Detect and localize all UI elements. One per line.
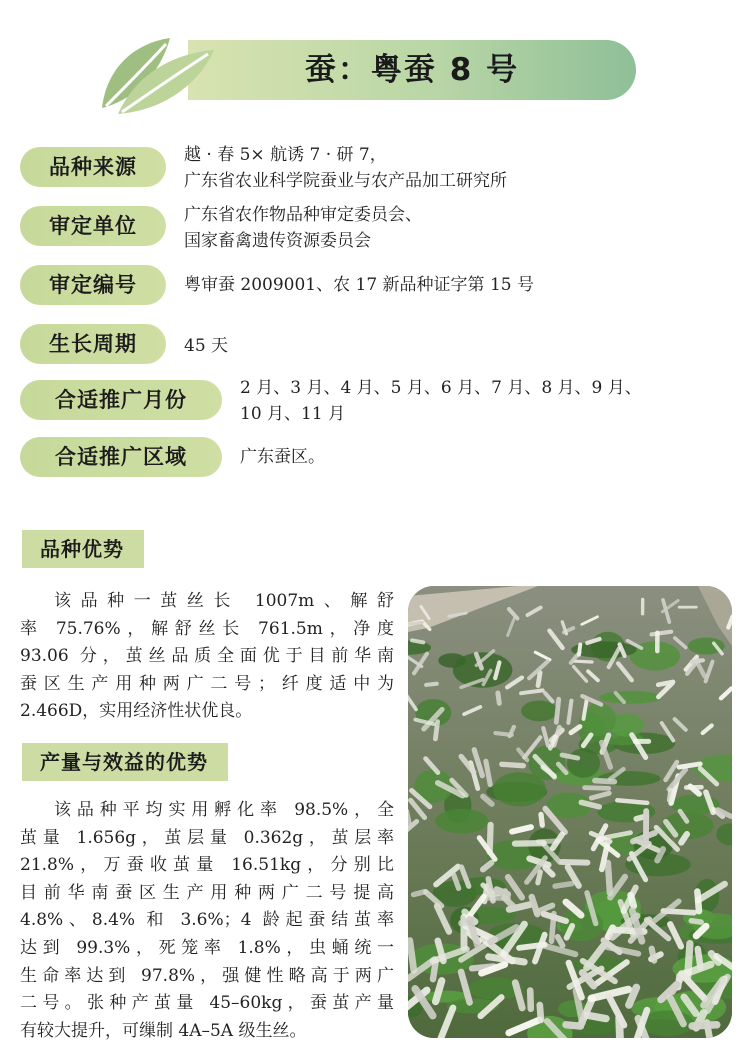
field-value-region: 广东蚕区。 (240, 447, 325, 467)
paragraph-line: 率 75.76%，解舒丝长 761.5m，净度 (20, 618, 394, 639)
field-label-approver: 审定单位 (20, 206, 166, 246)
paragraph-line: 蚕区生产用种两广二号；纤度适中为 (20, 673, 394, 694)
field-label-months: 合适推广月份 (20, 380, 222, 420)
paragraph-line: 达到 99.3%，死笼率 1.8%，虫蛹统一 (20, 937, 394, 958)
field-value-source-2: 广东省农业科学院蚕业与农产品加工研究所 (184, 171, 507, 191)
paragraph-line: 93.06 分，茧丝品质全面优于目前华南 (20, 646, 394, 667)
section-body-yield-advantage (20, 797, 394, 1045)
field-value-months-1: 2 月、3 月、4 月、5 月、6 月、7 月、8 月、9 月、 (240, 378, 642, 398)
paragraph-line: 该品种一茧丝长 1007m、解舒 (54, 591, 394, 611)
paragraph-line: 目前华南蚕区生产用种两广二号提高 (20, 882, 394, 903)
section-heading-yield-advantage: 产量与效益的优势 (22, 743, 228, 781)
field-value-months-2: 10 月、11 月 (240, 404, 346, 424)
paragraph-line: 4.8%、8.4% 和 3.6%；4 龄起蚕结茧率 (20, 910, 394, 931)
field-value-approver-1: 广东省农作物品种审定委员会、 (184, 205, 422, 225)
paragraph-line: 生命率达到 97.8%，强健性略高于两广 (20, 965, 394, 986)
paragraph-line: 2.466D，实用经济性状优良。 (20, 701, 253, 722)
paragraph-line: 21.8%，万蚕收茧量 16.51kg，分别比 (20, 855, 394, 876)
silkworm-photo (408, 586, 732, 1038)
field-label-source: 品种来源 (20, 147, 166, 187)
paragraph-line: 茧量 1.656g，茧层量 0.362g，茧层率 (20, 827, 394, 848)
field-value-approver-2: 国家畜禽遗传资源委员会 (184, 231, 371, 251)
field-label-growth-period: 生长周期 (20, 324, 166, 364)
field-label-approval-number: 审定编号 (20, 265, 166, 305)
field-label-region: 合适推广区域 (20, 437, 222, 477)
paragraph-line: 有较大提升，可缫制 4A–5A 级生丝。 (20, 1020, 307, 1041)
field-value-approval-number: 粤审蚕 2009001、农 17 新品种证字第 15 号 (184, 275, 534, 295)
paragraph-line: 二号。张种产茧量 45–60kg，蚕茧产量 (20, 993, 394, 1014)
silkworm-photo-drawing (408, 586, 732, 1038)
field-value-source-1: 越 · 春 5× 航诱 7 · 研 7， (184, 145, 387, 165)
page-title: 蚕：粤蚕 8 号 (304, 52, 520, 88)
section-heading-variety-advantage: 品种优势 (22, 530, 144, 568)
paragraph-line: 该品种平均实用孵化率 98.5%，全 (54, 800, 394, 820)
section-body-variety-advantage (20, 588, 394, 726)
field-value-growth-period: 45 天 (184, 336, 229, 356)
